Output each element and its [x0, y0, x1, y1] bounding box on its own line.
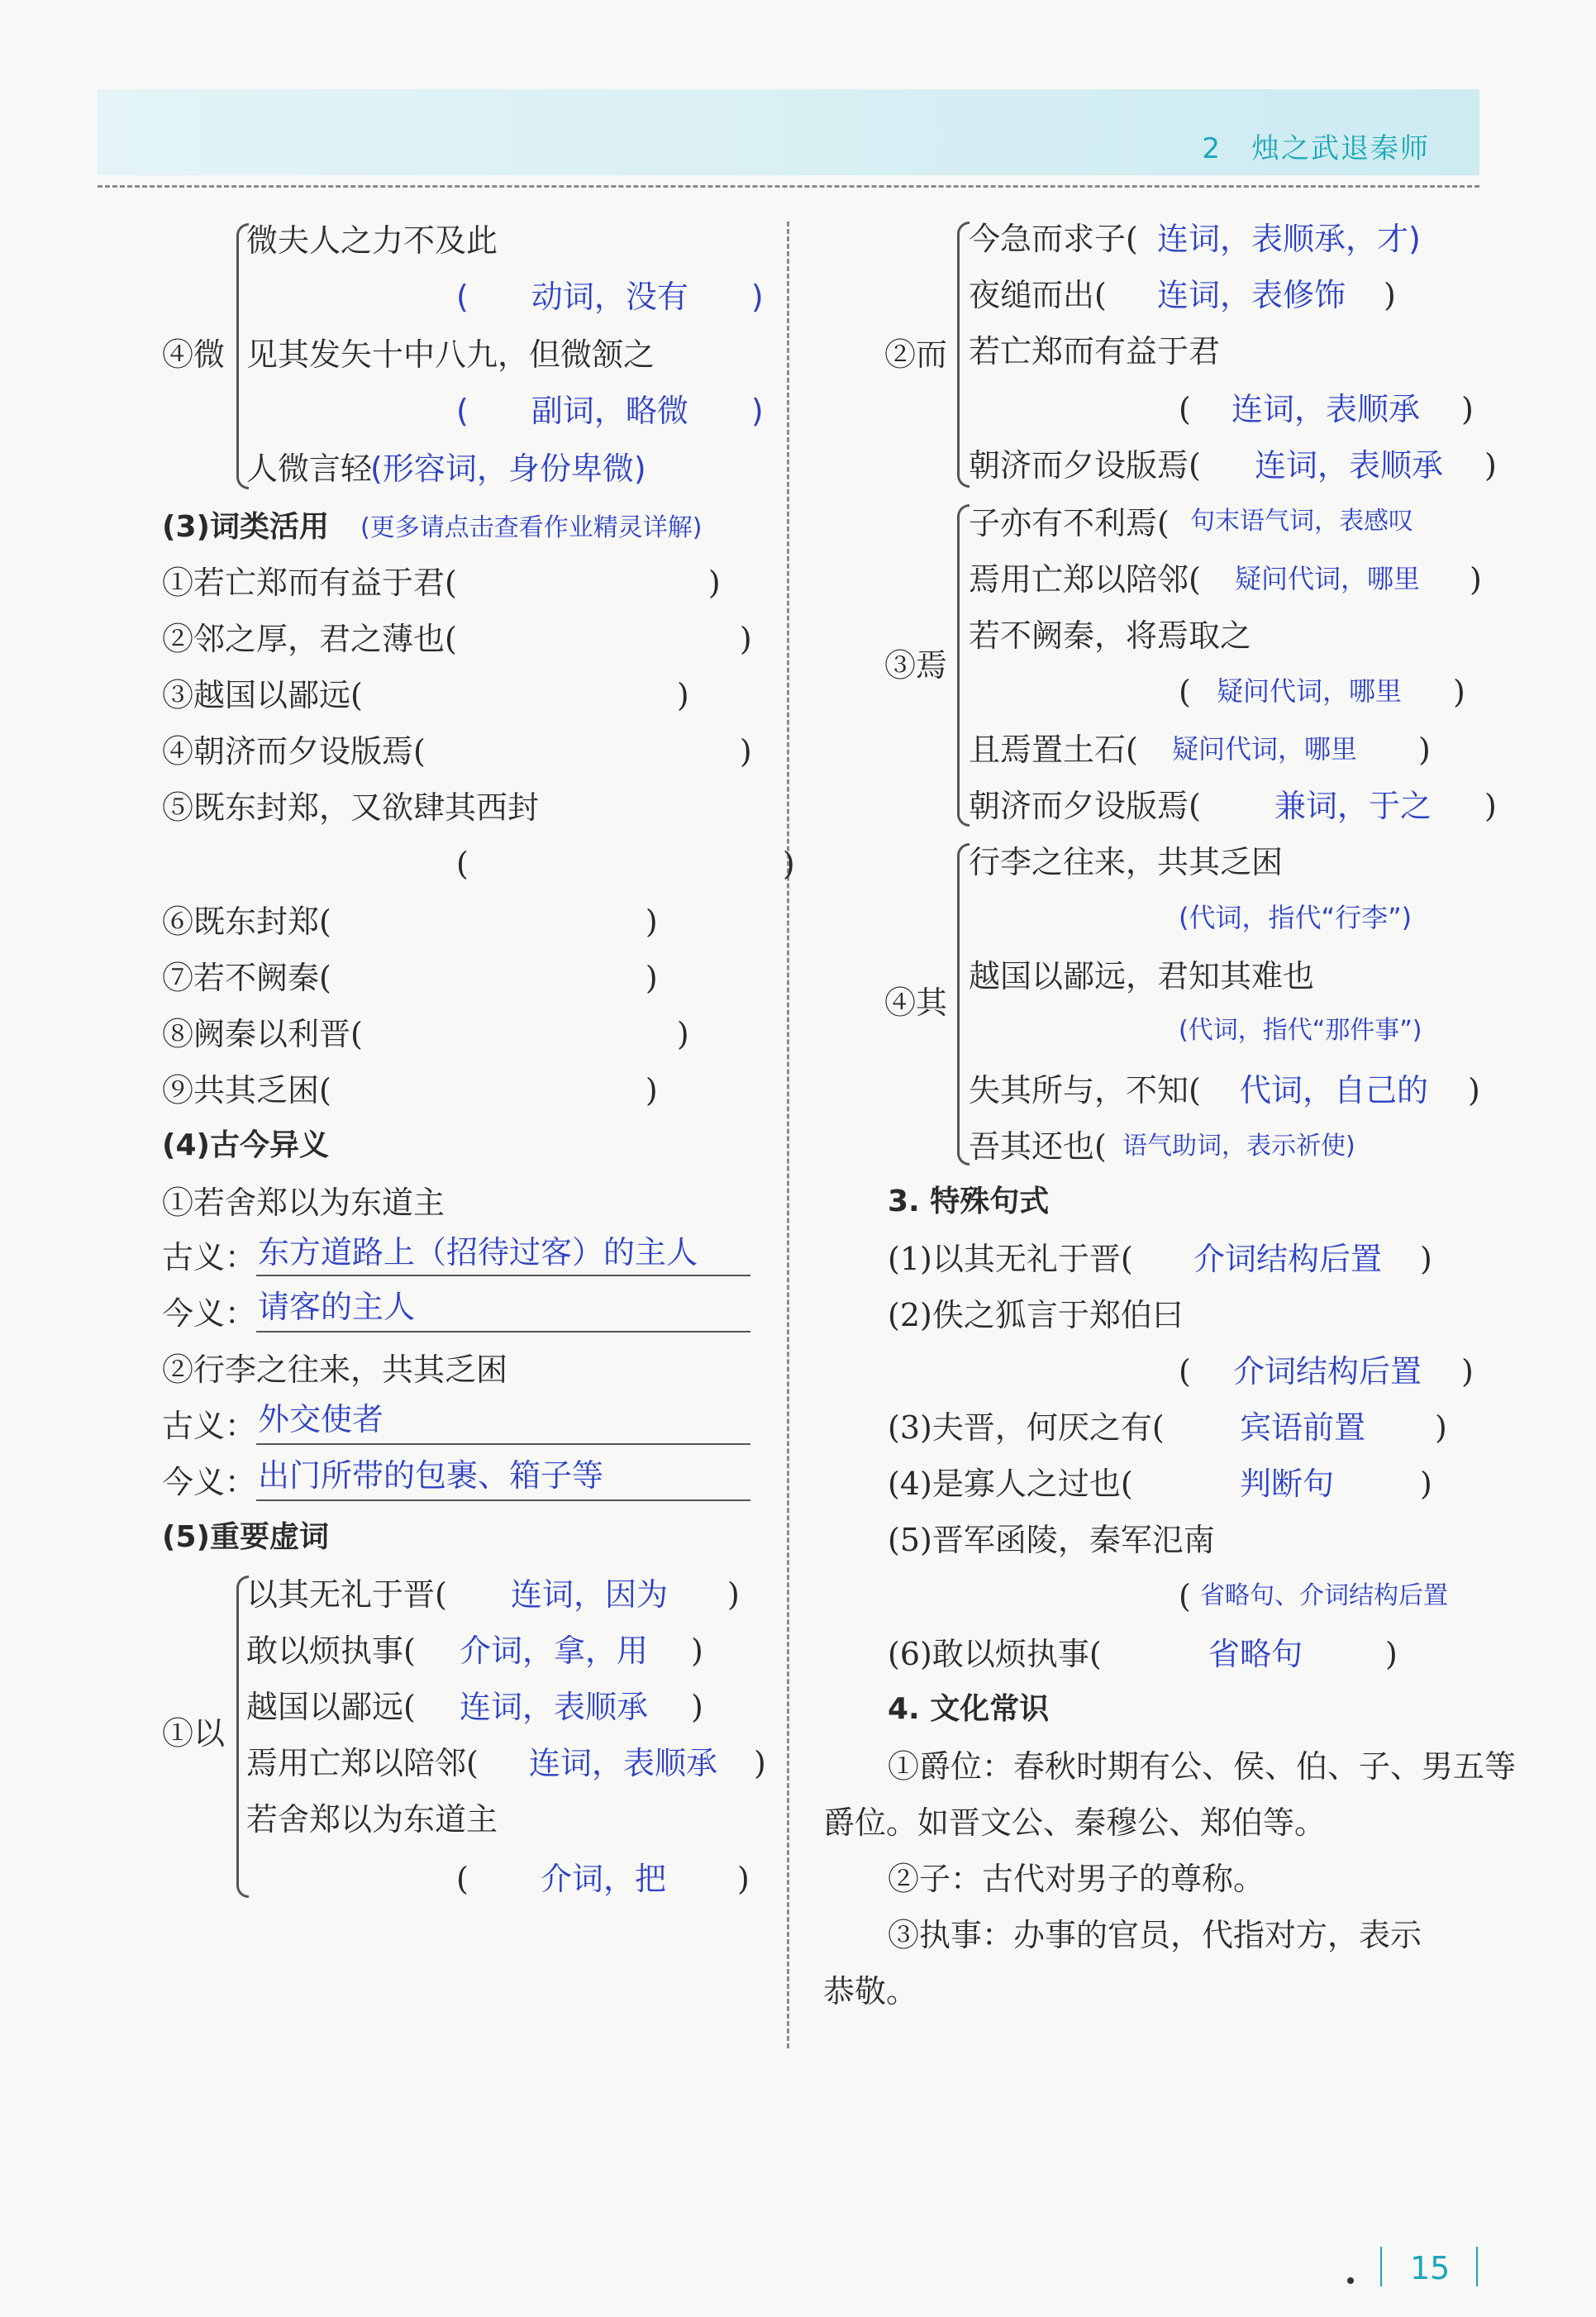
- special-item-2: (2)佚之狐言于郑伯曰: [888, 1297, 1184, 1333]
- header-divider: [98, 185, 1479, 188]
- s3-item-9: ⑨共其乏困( ): [162, 1072, 658, 1108]
- qi-close-3: ): [1468, 1072, 1480, 1108]
- special-item-6: (6)敢以烦执事(: [888, 1636, 1102, 1672]
- s3-item-6: ⑥既东封郑( ): [162, 903, 658, 940]
- special-open-2: (: [1179, 1353, 1191, 1390]
- yan-item-3: 若不阙秦，将焉取之: [969, 617, 1252, 654]
- s3-item-1: ①若亡郑而有益于君( ): [162, 565, 721, 601]
- yan-open-3: (: [1179, 674, 1191, 710]
- yan-close-3: ): [1453, 674, 1465, 710]
- er-item-3: 若亡郑而有益于君: [969, 333, 1221, 369]
- special-sentences-title: 3. 特殊句式: [888, 1185, 1050, 1218]
- yi-answer-4: 连词，表顺承: [529, 1745, 718, 1781]
- yi-answer-3: 连词，表顺承: [460, 1689, 649, 1725]
- yi-open-5: (: [456, 1861, 469, 1897]
- footer-dot: [1347, 2277, 1354, 2284]
- special-close-3: ): [1435, 1409, 1447, 1446]
- yi-close-4: ): [754, 1745, 766, 1781]
- yi-item-3: 越国以鄙远(: [246, 1689, 416, 1725]
- wei-answer-1: ( 动词，没有 ): [456, 279, 764, 315]
- section-4-title: (4)古今异义: [162, 1128, 329, 1162]
- footer-divider-left: [1380, 2247, 1382, 2286]
- wei-item-2: 见其发矢十中八九，但微颔之: [246, 336, 655, 373]
- yan-answer-1: 句末语气词，表感叹: [1190, 507, 1413, 536]
- yi-item-4: 焉用亡郑以陪邻(: [246, 1745, 479, 1781]
- qi-brace: [957, 843, 970, 1166]
- yi-close-5: ): [737, 1861, 750, 1897]
- yan-item-1: 子亦有不利焉(: [969, 505, 1170, 541]
- special-item-5: (5)晋军函陵，秦军氾南: [888, 1522, 1215, 1558]
- s3-item-8: ⑧阙秦以利晋( ): [162, 1016, 689, 1052]
- special-answer-1: 介词结构后置: [1193, 1241, 1383, 1277]
- s3-item-5: ⑤既东封郑，又欲肆其西封: [162, 789, 540, 826]
- wei-answer-2: ( 副词，略微 ): [456, 393, 764, 429]
- qi-item-4: 吾其还也(: [969, 1128, 1107, 1165]
- special-item-4: (4)是寡人之过也(: [888, 1466, 1133, 1502]
- er-item-1: 今急而求子(: [969, 221, 1138, 257]
- culture-title: 4. 文化常识: [888, 1692, 1050, 1726]
- special-item-1: (1)以其无礼于晋(: [888, 1241, 1133, 1277]
- yi-label: ①以: [162, 1715, 226, 1752]
- s4-item-1-gu-underline: [256, 1275, 750, 1276]
- qi-item-1: 行李之往来，共其乏困: [969, 844, 1284, 880]
- special-answer-5: 省略句、介词结构后置: [1200, 1581, 1448, 1610]
- qi-label: ④其: [884, 984, 948, 1021]
- yi-answer-1: 连词，因为: [511, 1576, 669, 1613]
- er-close-2: ): [1384, 277, 1396, 313]
- s3-item-3: ③越国以鄙远( ): [162, 677, 689, 713]
- column-divider: [787, 222, 789, 2048]
- s4-item-2-jin-underline: [256, 1499, 750, 1501]
- yi-item-1: 以其无礼于晋(: [246, 1576, 447, 1613]
- s4-item-1-sentence: ①若舍郑以为东道主: [162, 1185, 445, 1221]
- yan-answer-3: 疑问代词，哪里: [1217, 675, 1403, 707]
- footer-divider-right: [1476, 2247, 1478, 2286]
- yi-brace: [236, 1576, 249, 1898]
- special-close-1: ): [1420, 1241, 1432, 1277]
- s4-item-2-gu-underline: [256, 1443, 750, 1445]
- s4-item-2-jin: 出门所带的包裹、箱子等: [258, 1457, 604, 1494]
- s4-item-2-jin-label: 今义：: [162, 1464, 257, 1500]
- yan-answer-2: 疑问代词，哪里: [1235, 563, 1421, 594]
- wei-item-1: 微夫人之力不及此: [246, 222, 498, 259]
- chapter-title: 2 烛之武退秦师: [1202, 132, 1430, 165]
- special-answer-3: 宾语前置: [1240, 1409, 1366, 1446]
- yan-close-2: ): [1470, 561, 1482, 598]
- yi-item-5: 若舍郑以为东道主: [246, 1801, 498, 1838]
- special-answer-2: 介词结构后置: [1233, 1353, 1422, 1390]
- s4-item-2-sentence: ②行李之往来，共其乏困: [162, 1352, 508, 1388]
- wei-label: ④微: [162, 336, 226, 373]
- yi-answer-2: 介词，拿，用: [460, 1633, 649, 1669]
- special-item-3: (3)夫晋，何厌之有(: [888, 1409, 1165, 1446]
- er-close-4: ): [1484, 447, 1497, 484]
- er-open-3: (: [1179, 391, 1191, 427]
- er-label: ②而: [884, 336, 948, 373]
- er-answer-3: 连词，表顺承: [1232, 391, 1421, 427]
- yan-label: ③焉: [884, 647, 948, 684]
- s4-item-1-gu-label: 古义：: [162, 1239, 257, 1275]
- er-answer-2: 连词，表修饰: [1157, 277, 1346, 313]
- er-brace: [957, 222, 970, 488]
- culture-p1a: ①爵位：春秋时期有公、侯、伯、子、男五等: [888, 1748, 1517, 1785]
- s3-item-4: ④朝济而夕设版焉( ): [162, 733, 752, 770]
- culture-p2: ②子：古代对男子的尊称。: [888, 1861, 1265, 1897]
- section-5-title: (5)重要虚词: [162, 1520, 329, 1554]
- page-header: [98, 89, 1479, 175]
- s3-item-2: ②邻之厚，君之薄也( ): [162, 621, 752, 657]
- wei-answer-3: (形容词，身份卑微): [370, 451, 646, 487]
- yan-item-2: 焉用亡郑以陪邻(: [969, 561, 1201, 598]
- yi-answer-5: 介词，把: [541, 1861, 667, 1897]
- er-answer-1: 连词，表顺承，才): [1157, 221, 1421, 257]
- er-close-3: ): [1461, 391, 1474, 427]
- qi-answer-1: (代词，指代“行李”): [1179, 902, 1413, 933]
- s4-item-2-gu-label: 古义：: [162, 1408, 257, 1444]
- s4-item-1-jin: 请客的主人: [258, 1289, 416, 1325]
- yi-close-3: ): [691, 1689, 703, 1725]
- s3-item-7: ⑦若不阙秦( ): [162, 960, 658, 996]
- er-item-4: 朝济而夕设版焉(: [969, 447, 1201, 484]
- qi-answer-3: 代词，自己的: [1240, 1072, 1429, 1108]
- special-open-5: (: [1179, 1578, 1191, 1614]
- yan-answer-4: 疑问代词，哪里: [1172, 733, 1358, 765]
- section-3-title: (3)词类活用: [162, 510, 329, 544]
- qi-item-3: 失其所与，不知(: [969, 1072, 1201, 1108]
- s4-item-1-jin-underline: [256, 1331, 750, 1333]
- yan-close-5: ): [1484, 788, 1497, 824]
- yan-answer-5: 兼词，于之: [1274, 788, 1432, 824]
- special-close-2: ): [1461, 1353, 1474, 1390]
- yan-item-4: 且焉置土石(: [969, 732, 1138, 768]
- culture-p3b: 恭敬。: [823, 1973, 918, 2009]
- special-answer-6: 省略句: [1208, 1636, 1303, 1672]
- er-item-2: 夜缒而出(: [969, 277, 1107, 313]
- s4-item-2-gu: 外交使者: [258, 1401, 384, 1437]
- wei-item-3: 人微言轻: [246, 451, 373, 487]
- er-answer-4: 连词，表顺承: [1255, 447, 1444, 484]
- yi-item-2: 敢以烦执事(: [246, 1633, 416, 1669]
- s4-item-1-gu: 东方道路上（招待过客）的主人: [258, 1234, 698, 1271]
- yan-item-5: 朝济而夕设版焉(: [969, 788, 1201, 824]
- qi-item-2: 越国以鄙远，君知其难也: [969, 958, 1315, 994]
- yi-close-2: ): [691, 1633, 703, 1669]
- culture-p1b: 爵位。如晋文公、秦穆公、郑伯等。: [823, 1804, 1327, 1841]
- yan-brace: [957, 504, 970, 827]
- yan-close-4: ): [1418, 732, 1431, 768]
- section-3-hint[interactable]: (更多请点击查看作业精灵详解): [360, 513, 703, 542]
- qi-answer-2: (代词，指代“那件事”): [1179, 1016, 1422, 1045]
- special-close-6: ): [1385, 1636, 1398, 1672]
- yi-close-1: ): [727, 1576, 740, 1613]
- page-number: 15: [1410, 2250, 1451, 2286]
- special-answer-4: 判断句: [1240, 1466, 1335, 1502]
- special-close-4: ): [1420, 1466, 1432, 1502]
- culture-p3a: ③执事：办事的官员，代指对方，表示: [888, 1917, 1422, 1953]
- s3-item-5-blank: ( ): [456, 846, 795, 882]
- qi-answer-4: 语气助词，表示祈使): [1122, 1132, 1355, 1161]
- s4-item-1-jin-label: 今义：: [162, 1295, 257, 1332]
